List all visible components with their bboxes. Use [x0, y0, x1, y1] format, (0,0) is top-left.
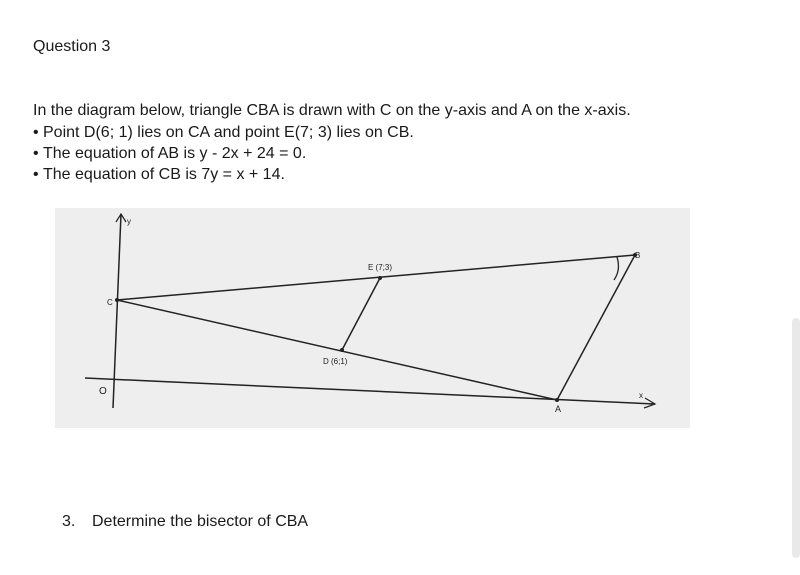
- bullet-text: Point D(6; 1) lies on CA and point E(7; 3) lies on CB.: [43, 124, 414, 141]
- bullet-text: The equation of AB is y - 2x + 24 = 0.: [43, 145, 307, 162]
- intro-text: In the diagram below, triangle CBA is drawn with C on the y-axis and A on the x-axis.: [33, 102, 631, 119]
- bullet-icon: •: [33, 166, 39, 183]
- photo-background: [55, 208, 690, 428]
- question-number: 3.: [62, 513, 76, 530]
- question-heading: Question 3: [33, 38, 111, 55]
- point-e: [378, 276, 382, 280]
- diagram-svg: [55, 208, 690, 428]
- question-item: [62, 513, 308, 531]
- origin-label: O: [99, 386, 107, 397]
- bullet-point-d-e: [33, 122, 414, 143]
- question-text: Determine the bisector of CBA: [92, 513, 309, 530]
- point-b-label: B: [635, 251, 641, 260]
- x-axis-label: x: [639, 391, 643, 400]
- bullet-icon: •: [33, 124, 39, 141]
- given-information-list: [33, 122, 414, 185]
- bullet-equation-ab: [33, 143, 414, 164]
- point-a: [555, 398, 559, 402]
- bullet-text: The equation of CB is 7y = x + 14.: [43, 166, 285, 183]
- point-c: [115, 298, 119, 302]
- point-c-label: C: [107, 298, 113, 307]
- scrollbar[interactable]: [792, 318, 800, 558]
- point-a-label: A: [555, 404, 562, 414]
- bullet-equation-cb: [33, 164, 414, 185]
- point-d: [340, 348, 344, 352]
- y-axis-label: y: [127, 217, 131, 226]
- triangle-diagram: [55, 208, 690, 428]
- point-d-label: D (6;1): [323, 357, 348, 366]
- bullet-icon: •: [33, 145, 39, 162]
- point-e-label: E (7;3): [368, 263, 393, 272]
